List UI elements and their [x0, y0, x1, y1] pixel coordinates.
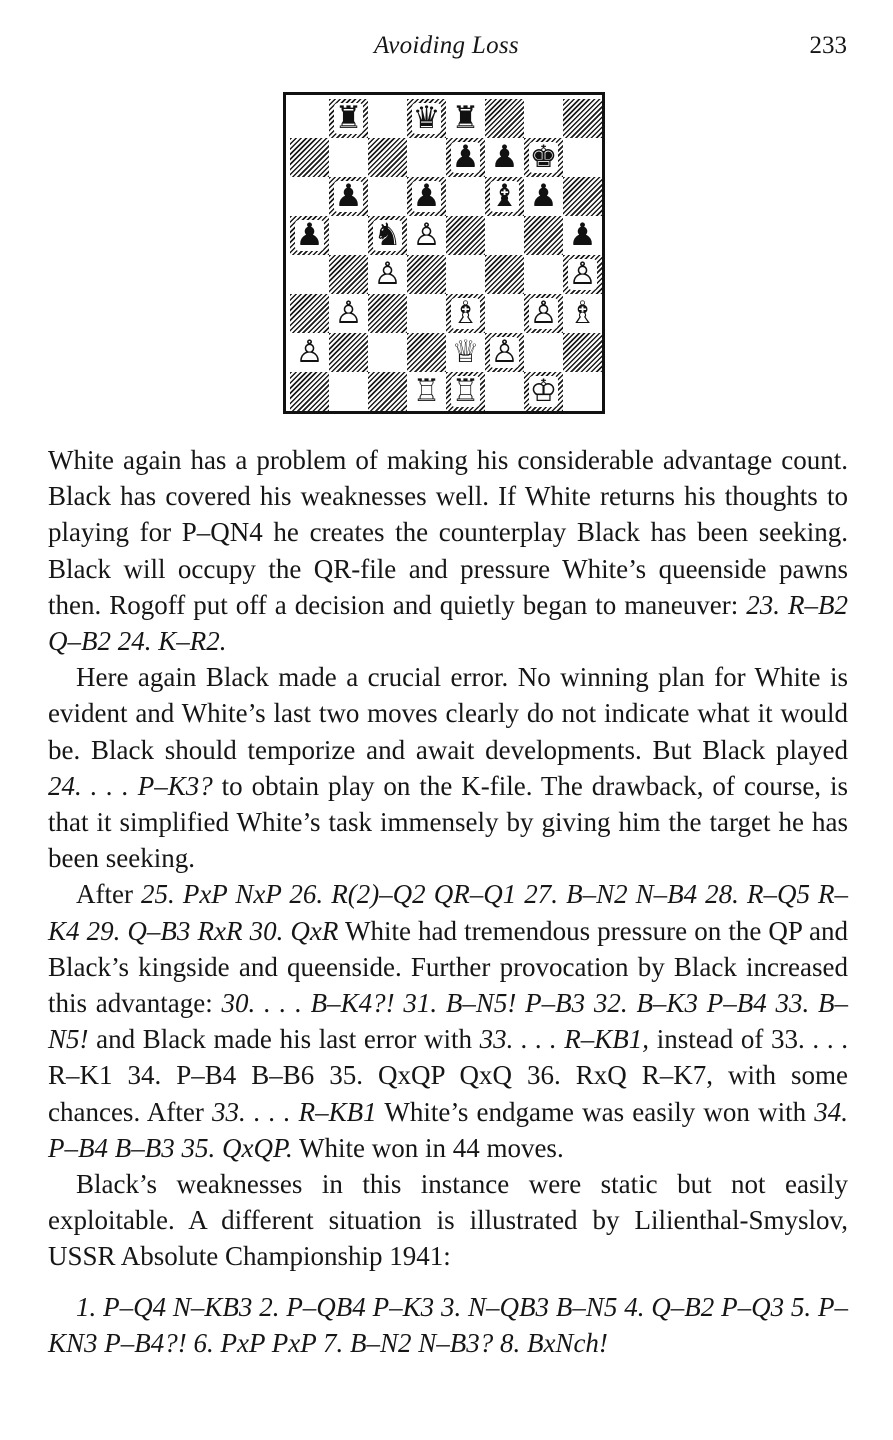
square-h1 — [563, 372, 602, 411]
square-h2 — [563, 333, 602, 372]
square-b7 — [329, 138, 368, 177]
white-pawn-icon: ♙ — [490, 334, 519, 370]
page-number: 233 — [809, 32, 847, 59]
square-b3 — [329, 294, 368, 333]
square-a6 — [290, 177, 329, 216]
square-a4 — [290, 255, 329, 294]
white-queen-icon: ♕ — [451, 334, 480, 370]
game-moves: 1. P–Q4 N–KB3 2. P–QB4 P–K3 3. N–QB3 B–N5 4. Q–B2 P–Q3 5. P–KN3 P–B4?! 6. PxP PxP 7. B–N2 N–B3? 8. BxNch! — [48, 1291, 848, 1358]
square-e5 — [446, 216, 485, 255]
text-run: White won in 44 moves. — [292, 1132, 564, 1163]
square-d7 — [407, 138, 446, 177]
square-f7 — [485, 138, 524, 177]
square-e6 — [446, 177, 485, 216]
square-e8 — [446, 99, 485, 138]
square-b2 — [329, 333, 368, 372]
square-b5 — [329, 216, 368, 255]
square-g3 — [524, 294, 563, 333]
square-f8 — [485, 99, 524, 138]
square-c2 — [368, 333, 407, 372]
square-b1 — [329, 372, 368, 411]
black-pawn-icon: ♟ — [334, 178, 363, 214]
square-h5 — [563, 216, 602, 255]
white-bishop-icon: ♗ — [568, 295, 597, 331]
square-e4 — [446, 255, 485, 294]
white-pawn-icon: ♙ — [529, 295, 558, 331]
square-f4 — [485, 255, 524, 294]
black-queen-icon: ♛ — [412, 100, 441, 136]
square-a5 — [290, 216, 329, 255]
square-c1 — [368, 372, 407, 411]
square-c6 — [368, 177, 407, 216]
move-notation: 30. . . . B–K4?! 31. B–N5! P–B3 32. B–K3 P–B4 33. B–N5! — [48, 988, 848, 1055]
text-run: White had tremendous pressure on the QP and Black’s kingside and queenside. Further provocation by Black increased this advantage: — [48, 915, 848, 1019]
black-king-icon: ♚ — [529, 139, 558, 175]
text-run: After — [76, 879, 142, 910]
move-notation: 24. . . . P–K3? — [48, 770, 213, 801]
paragraph — [48, 876, 848, 1166]
white-pawn-icon: ♙ — [373, 256, 402, 292]
square-h8 — [563, 99, 602, 138]
paragraph — [48, 659, 848, 876]
square-e1 — [446, 372, 485, 411]
square-d4 — [407, 255, 446, 294]
black-pawn-icon: ♟ — [529, 178, 558, 214]
white-pawn-icon: ♙ — [334, 295, 363, 331]
square-c3 — [368, 294, 407, 333]
square-d8 — [407, 99, 446, 138]
white-king-icon: ♔ — [529, 373, 558, 409]
square-d1 — [407, 372, 446, 411]
square-h4 — [563, 255, 602, 294]
chess-diagram — [283, 92, 605, 414]
chess-board — [290, 99, 602, 411]
square-g1 — [524, 372, 563, 411]
square-h6 — [563, 177, 602, 216]
square-c7 — [368, 138, 407, 177]
square-f5 — [485, 216, 524, 255]
square-c5 — [368, 216, 407, 255]
move-notation: 25. PxP NxP 26. R(2)–Q2 QR–Q1 27. B–N2 N–B4 28. R–Q5 R–K4 29. Q–B3 RxR 30. QxR — [48, 879, 849, 946]
square-f3 — [485, 294, 524, 333]
square-g6 — [524, 177, 563, 216]
square-d6 — [407, 177, 446, 216]
square-e2 — [446, 333, 485, 372]
move-notation: 23. R–B2 Q–B2 24. K–R2. — [48, 589, 848, 657]
black-knight-icon: ♞ — [373, 217, 402, 253]
text-run: Here again Black made a crucial error. No winning plan for White is evident and White’s last two moves clearly do not indicate what it would be. Black should temporize and await developments. But Black played — [48, 662, 848, 765]
square-a2 — [290, 333, 329, 372]
square-e7 — [446, 138, 485, 177]
text-run: to obtain play on the K-file. The drawback, of course, is that it simplified White’s task immensely by giving him the target he has been seeking. — [48, 770, 848, 874]
square-a3 — [290, 294, 329, 333]
body-text — [48, 442, 848, 1361]
square-e3 — [446, 294, 485, 333]
text-run: and Black made his last error with — [88, 1024, 480, 1055]
square-g2 — [524, 333, 563, 372]
black-rook-icon: ♜ — [451, 100, 480, 136]
square-a1 — [290, 372, 329, 411]
white-pawn-icon: ♙ — [295, 334, 324, 370]
text-run: White again has a problem of making his considerable advantage count. Black has covered his weaknesses well. If White returns his thoughts to playing for P–QN4 he creates the counterplay Black has been seeking. Black will occupy the QR-file and pressure White’s queenside pawns then. Rogoff put off a decision and quietly began to maneuver: — [48, 445, 848, 620]
square-c8 — [368, 99, 407, 138]
square-d3 — [407, 294, 446, 333]
white-rook-icon: ♖ — [451, 373, 480, 409]
square-c4 — [368, 255, 407, 294]
white-pawn-icon: ♙ — [412, 217, 441, 253]
text-run: Black’s weaknesses in this instance were static but not easily exploitable. A different situation is illustrated by Lilienthal-Smyslov, USSR Absolute Championship 1941: — [48, 1169, 848, 1272]
square-d5 — [407, 216, 446, 255]
square-g8 — [524, 99, 563, 138]
paragraph — [48, 1166, 848, 1275]
text-run: instead of 33. . . . R–K1 34. P–B4 B–B6 35. QxQP QxQ 36. RxQ R–K7, with some chances. After — [48, 1024, 848, 1127]
black-pawn-icon: ♟ — [490, 139, 519, 175]
move-notation: 34. P–B4 B–B3 35. QxQP. — [48, 1096, 849, 1163]
paragraph — [48, 442, 848, 659]
square-f1 — [485, 372, 524, 411]
page-header — [0, 28, 893, 68]
black-pawn-icon: ♟ — [412, 178, 441, 214]
black-pawn-icon: ♟ — [295, 217, 324, 253]
square-g4 — [524, 255, 563, 294]
running-head: Avoiding Loss — [374, 32, 519, 59]
move-notation: 33. . . . R–KB1, — [479, 1024, 650, 1055]
black-pawn-icon: ♟ — [568, 217, 597, 253]
square-a8 — [290, 99, 329, 138]
square-a7 — [290, 138, 329, 177]
square-g5 — [524, 216, 563, 255]
white-rook-icon: ♖ — [412, 373, 441, 409]
square-f6 — [485, 177, 524, 216]
white-bishop-icon: ♗ — [451, 295, 480, 331]
white-pawn-icon: ♙ — [568, 256, 597, 292]
square-d2 — [407, 333, 446, 372]
square-b8 — [329, 99, 368, 138]
square-b4 — [329, 255, 368, 294]
square-f2 — [485, 333, 524, 372]
square-h3 — [563, 294, 602, 333]
black-bishop-icon: ♝ — [490, 178, 519, 214]
square-h7 — [563, 138, 602, 177]
black-pawn-icon: ♟ — [451, 139, 480, 175]
square-b6 — [329, 177, 368, 216]
text-run: White’s endgame was easily won with — [376, 1096, 815, 1127]
square-g7 — [524, 138, 563, 177]
black-rook-icon: ♜ — [334, 100, 363, 136]
move-notation: 33. . . . R–KB1 — [212, 1096, 377, 1127]
